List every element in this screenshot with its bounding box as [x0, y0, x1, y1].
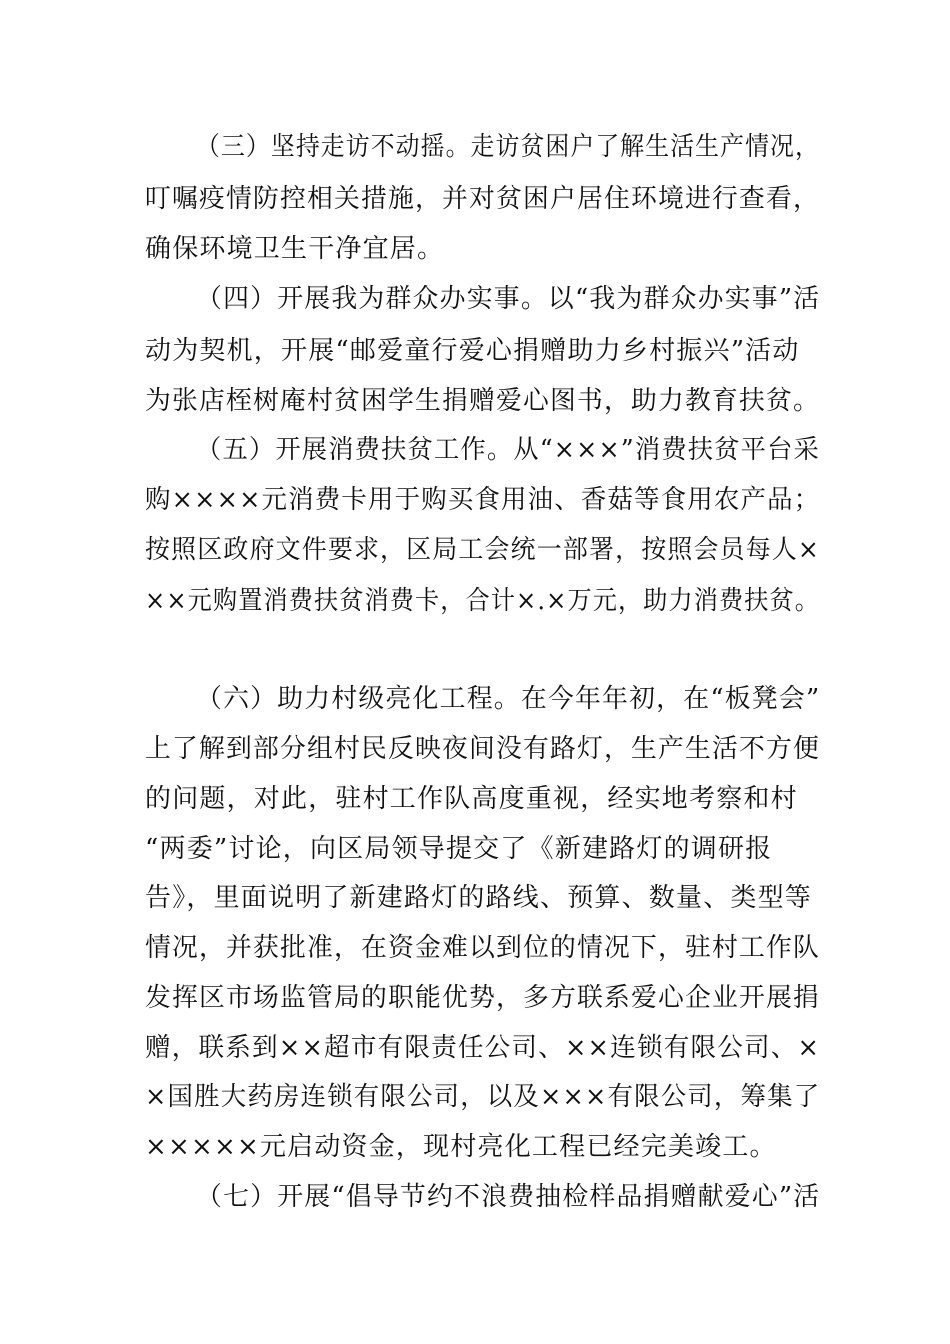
paragraph-6-line-9: ×国胜大药房连锁有限公司，以及×××有限公司，筹集了: [145, 1082, 821, 1112]
paragraph-6-line-1: （六）助力村级亮化工程。在今年年初，在“板凳会”: [196, 684, 821, 714]
paragraph-4-line-1: （四）开展我为群众办实事。以“我为群众办实事”活: [196, 284, 821, 314]
paragraph-6-line-3: 的问题，对此，驻村工作队高度重视，经实地考察和村: [145, 784, 798, 814]
paragraph-3-line-2: 叮嘱疫情防控相关措施，并对贫困户居住环境进行查看，: [145, 184, 820, 214]
paragraph-6-line-2: 上了解到部分组村民反映夜间没有路灯，生产生活不方便: [145, 734, 820, 764]
paragraph-3-line-3: 确保环境卫生干净宜居。: [145, 234, 445, 264]
paragraph-7-line-1: （七）开展“倡导节约不浪费抽检样品捐赠献爱心”活: [196, 1182, 821, 1212]
paragraph-6-line-5: 告》，里面说明了新建路灯的路线、预算、数量、类型等: [145, 883, 813, 913]
paragraph-6-line-4: “两委”讨论，向区局领导提交了《新建路灯的调研报: [145, 834, 773, 864]
paragraph-4-line-2: 动为契机，开展“邮爱童行爱心捐赠助力乡村振兴”活动: [145, 336, 800, 366]
paragraph-4-line-3: 为张店桎树庵村贫困学生捐赠爱心图书，助力教育扶贫。: [145, 386, 820, 416]
paragraph-3-line-1: （三）坚持走访不动摇。走访贫困户了解生活生产情况，: [196, 132, 820, 162]
paragraph-6-line-6: 情况，并获批准，在资金难以到位的情况下，驻村工作队: [145, 933, 820, 963]
paragraph-6-line-7: 发挥区市场监管局的职能优势，多方联系爱心企业开展捐: [145, 983, 820, 1013]
paragraph-5-line-2: 购××××元消费卡用于购买食用油、香菇等食用农产品；: [145, 485, 821, 515]
paragraph-6-line-10: ×××××元启动资金，现村亮化工程已经完美竣工。: [145, 1132, 777, 1162]
paragraph-6-line-8: 赠，联系到××超市有限责任公司、××连锁有限公司、×: [145, 1033, 821, 1063]
paragraph-5-line-4: ××元购置消费扶贫消费卡，合计×.×万元，助力消费扶贫。: [145, 586, 821, 616]
paragraph-5-line-3: 按照区政府文件要求，区局工会统一部署，按照会员每人×: [145, 535, 821, 565]
paragraph-5-line-1: （五）开展消费扶贫工作。从“×××”消费扶贫平台采: [196, 435, 820, 465]
